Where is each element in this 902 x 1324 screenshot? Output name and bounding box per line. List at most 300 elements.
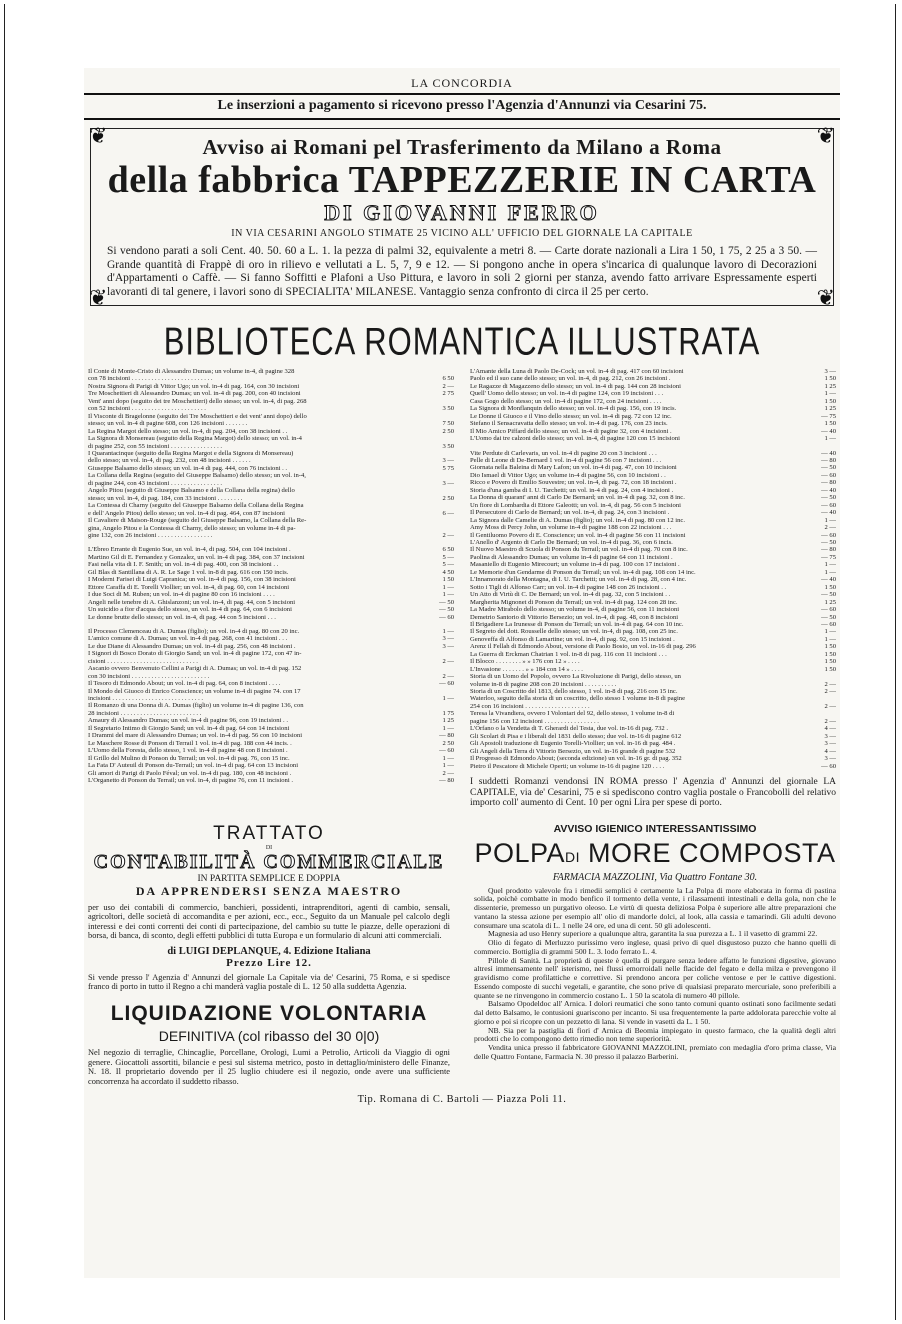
catalogue-entry [88,390,454,397]
trattato-subtitle: IN PARTITA SEMPLICE E DOPPIA [197,873,341,884]
catalogue-entry [88,383,454,390]
catalogue-entry [88,561,454,568]
ad-product: della fabbrica TAPPEZZERIE IN CARTA [107,159,817,201]
catalogue-entry [470,591,836,598]
trattato-title: TRATTATO [213,822,325,844]
catalogue-entry [88,368,454,375]
insertion-notice: Le inserzioni a pagamento si ricevono presso l'Agenzia d'Annunzi via Cesarini 75. [217,98,707,113]
entry-text: Casa Gogo dello stesso; un vol. in-4 di pagine 172, con 24 incisioni . . . . [470,397,662,405]
entry-text: Angeli nelle tenebre di A. Ghislanzoni; un vol. in-4, di pag. 44, con 5 incisioni [88,598,296,606]
entry-text: Gli Angeli della Terra di Vittorio Bersezio, un vol. in-16 grande di pagine 532 [470,747,676,755]
entry-price: 3 — [824,755,836,763]
catalogue-entry [470,569,836,576]
entry-text: Demetrio Santorio di Vittorio Bersezio; un vol. in-4, di pag. 48, con 8 incisioni [470,613,679,621]
entry-price: — 75 [821,553,836,561]
catalogue-entry [88,695,454,702]
trattato-subject: CONTABILITÀ COMMERCIALE [93,850,445,873]
polpa-title-b: MORE COMPOSTA [588,837,836,868]
catalogue-group [88,368,454,539]
catalogue-entry [88,673,454,680]
catalogue-entry [470,546,836,553]
entry-price: 1 — [442,724,454,732]
biblioteca-title: BIBLIOTECA ROMANTICA ILLUSTRATA [163,319,761,364]
lower-advertisements [84,823,840,1087]
entry-price: 2 — [824,717,836,725]
entry-text: Il Conte di Monte-Cristo di Alessandro Dumas; un volume in-4, di pagine 328 [88,368,295,375]
entry-price: — 40 [821,486,836,494]
entry-text: Il Nuovo Maestro di Scuola di Ponson du Terrail; un vol. in-4 di pag. 70 con 8 inc. [470,546,688,554]
entry-text: Giuseppe Balsamo dello stesso; un vol. in-4 di pag. 444, con 76 incisioni . . [88,464,288,472]
entry-price [428,525,454,532]
entry-price: 3 — [824,732,836,740]
entry-text: Waterloo, seguito della storia di un coscritto, dello stesso 1 volume in-8 di pagine [470,695,686,703]
entry-text: Le donne brutte dello stesso; un vol. in-4, di pag. 44 con 5 incisioni . . . [88,613,276,621]
entry-price: 7 50 [442,420,454,428]
entry-price: 4 — [824,725,836,733]
catalogue-entry [470,413,836,420]
entry-text: Il Visconte di Bragelonne (seguito dei Tre Moschettieri e dei vent' anni dopo) dello [88,412,307,420]
entry-text: Pelle di Leone di De-Bernard 1 vol. in-4 di pagine 56 con 7 incisioni . . . [470,456,662,464]
entry-price: 1 50 [442,576,454,584]
catalogue-entry [470,599,836,606]
catalogue-entry [470,368,836,375]
entry-text: Martino Gil di E. Fernandez y Gonzalez, un vol. in-4 di pag. 384, con 37 incisioni [88,553,305,561]
entry-text: La Signora di Monsereau (seguito della Regina Margot) dello stesso; un vol. in-4 [88,435,302,443]
entry-text: Il Segretario Intimo di Giorgio Sand; un vol. in-4 di pag. 64 con 14 incisioni [88,724,290,732]
catalogue-entry [88,680,454,687]
catalogue-entry [470,383,836,390]
catalogue-entry [470,763,836,770]
corner-ornament-icon: ❦ [89,285,108,310]
catalogue-entry [470,502,836,509]
entry-text: 28 incisioni . . . . . . . . . . . . . . . . . . . . . . . . . [88,709,202,717]
catalogue-entry [470,643,836,650]
entry-price: 1 25 [824,405,836,413]
entry-price: 1 50 [824,658,836,666]
catalogue-entry [88,650,454,657]
entry-text: L'Orfano o la Vendetta di T. Gherardi del Testa, due vol. in-16 di pag. 732 . [470,725,669,733]
entry-price [428,398,454,405]
entry-price: — 80 [439,732,454,740]
catalogue-entry [470,725,836,732]
entry-text: L'Anello d' Argento di Carlo De Bernard; un vol. in-4 di pag. 36, con 6 incis. [470,538,673,546]
entry-price: — 60 [821,620,836,628]
entry-text: Storia di un Uomo del Popolo, ovvero La Rivoluzione di Parigi, dello stesso, un [470,673,681,681]
entry-text: La Guerra di Erckman Chatrian 1 vol. in-8 di pag. 116 con 11 incisioni . . . [470,650,667,658]
polpa-paragraph: Olio di fegato di Merluzzo purissimo vero inglese, quasi privo di quel disgustoso puzzo che hanno quelli di commercio. Bottiglia di grammi 500 L. 3. lodo ferrato L. 4. [474,938,836,956]
polpa-notice: AVVISO IGIENICO INTERESSANTISSIMO [553,822,757,835]
catalogue-entry [88,576,454,583]
entry-price: 1 — [442,583,454,591]
catalogue-group [470,368,836,443]
catalogue-entry [470,755,836,762]
catalogue-entry [88,398,454,405]
entry-text: Arenz il Fellah di Edmondo About, versione di Paolo Bosio, un vol. in-16 di pag. 296 [470,643,696,651]
catalogue-entry [470,576,836,583]
catalogue-entry [470,494,836,501]
entry-price: — 50 [821,613,836,621]
entry-price: 2 50 [442,494,454,502]
entry-text: La Regina Margot dello stesso; un vol. in-4, di pag. 204, con 38 incisioni . . [88,427,288,435]
catalogue-entry [88,710,454,717]
entry-price: 1 — [442,754,454,762]
entry-text: Stefano il Sensacravatta dello stesso; un vol. in-4 di pag. 176, con 23 incis. [470,420,668,428]
entry-price: 1 50 [824,420,836,428]
catalogue-entry [470,606,836,613]
catalogue-entry [88,532,454,539]
entry-price: 1 50 [824,665,836,673]
entry-text: gina, Angelo Pitou e la Contessa di Charny, dello stesso; un volume in-4 di pa- [88,524,296,532]
entry-text: Il Tesoro di Edmondo About; un vol. in-4 di pag. 64, con 8 incisioni . . . . [88,680,281,688]
polpa-title-a: POLPA [474,837,565,868]
catalogue-entry [88,569,454,576]
catalogue-entry [470,435,836,442]
entry-price: 1 — [824,635,836,643]
entry-text: Il Brigadiere La Irunesse di Ponson du Terrail; un vol. in-4 di pag. 64 con 10 inc. [470,620,684,628]
polpa-paragraph: Balsamo Opodeldoc all' Arnica. I dolori reumatici che sono tanto comuni quanto ostinati sono facilmente sedati dal detto Balsamo, le contusioni guariscono per incanto. Si usa frequentemente la parte addolorata parecchie volte al giorno e poi si ricopre con un pezzetto di lana. Si vende in vasetti da L. 1 50. [474,999,836,1026]
entry-text: Un fiore di Lombardia di Ettore Galeotti; un vol. in-4, di pag. 56 con 5 incisioni [470,501,681,509]
entry-price: 3 50 [442,442,454,450]
entry-price [428,487,454,494]
entry-price: 2 50 [442,739,454,747]
catalogue-entry [88,777,454,784]
catalogue-entry [470,472,836,479]
entry-text: L'Uomo dai tre calzoni dello stesso; un vol. in-4, di pagine 120 con 15 incisioni [470,435,680,443]
entry-price: 1 — [824,561,836,569]
entry-text: La Madre Mirabolo dello stesso; un volume in-4, di pagine 56, con 11 incisioni [470,606,680,614]
catalogue-entry [88,546,454,553]
entry-text: con 78 incisioni . . . . . . . . . . . . . . . . . . . . . . . . . [88,375,213,383]
entry-text: Ricco e Povero di Emilio Souvestre; un vol. in-4, di pag. 72, con 18 incisioni . [470,479,677,487]
catalogue-entry [88,420,454,427]
entry-text: Genoveffa di Alfonso di Lamartine; un vol. in-4, di pag. 92, con 15 incisioni . [470,635,675,643]
polpa-title-di: DI [565,848,580,865]
entry-text: L'Ebreo Errante di Eugenio Sue, un vol. in-4, di pag. 504, con 104 incisioni . [88,546,291,554]
entry-price: 2 — [824,688,836,696]
entry-text: La Contessa di Charny (seguito del Giuseppe Balsamo della Collana della Regina [88,502,304,510]
catalogue-entry [470,703,836,710]
catalogue-entry [470,517,836,524]
catalogue-entry [470,651,836,658]
entry-price [428,650,454,657]
entry-price: 1 25 [824,382,836,390]
entry-price: 3 — [824,368,836,375]
entry-price: 1 50 [824,643,836,651]
catalogue-entry [470,554,836,561]
entry-text: L'amico comune di A. Dumas; un vol. in-4 di pag. 268, con 41 incisioni . . . [88,635,288,643]
entry-price: 6 — [442,509,454,517]
catalogue-entry [88,510,454,517]
entry-text: Il Cavaliere di Maison-Rouge (seguito del Giuseppe Balsamo, la Collana della Re- [88,517,307,525]
polpa-paragraph: Pillole di Sanità. La proprietà di queste è quella di purgare senza ledere affatto le funzioni digestive, giovano altresì immensamente nell' isterismo, nei flussi emorroidali nelle flacide del fegato e della milza e prevengono il gravidismo come profilattiche e correttive. Si prendono ancora per coliche ventose e per le cattive digestioni. Essendo composte di succhi vegetali, e garantite, che sono prive di qualsiasi preparato mercuriale, sono preferibili a quante se ne rinvengono in commercio costano L. 1 50 la scatola di numero 40 pillole. [474,955,836,1000]
catalogue-entry [470,673,836,680]
corner-ornament-icon: ❦ [816,123,835,148]
entry-price: 1 — [824,390,836,398]
entry-text: Ascanio ovvero Benvenuto Cellini a Parigi di A. Dumas; un vol. in-4 di pag. 152 [88,665,302,673]
catalogue-group [88,628,454,785]
entry-text: Amy Moss di Percy John, un volume in-4 di pagine 188 con 22 incisioni . . . [470,524,672,532]
catalogue-entry [470,740,836,747]
entry-text: Vite Perdute di Carlevaris, un vol. in-4 di pagine 20 con 3 incisioni . . . [470,449,657,457]
entry-text: La Collana della Regina (seguito del Giuseppe Balsamo) dello stesso; un vol. in-4, [88,472,306,480]
entry-price: — 40 [821,449,836,457]
catalogue-entry [88,584,454,591]
catalogue-entry [88,614,454,621]
polpa-body [474,887,836,1062]
entry-text: Paolina di Alessandro Dumas; un volume in-4 di pagine 64 con 11 incisioni . [470,553,673,561]
ad-headline: Avviso ai Romani pel Trasferimento da Milano a Roma [202,135,722,159]
entry-text: 254 con 16 incisioni . . . . . . . . . . . . . . . . . . . . [470,702,590,710]
catalogue-entry [470,420,836,427]
corner-ornament-icon: ❦ [816,285,835,310]
catalogue-entry [88,428,454,435]
catalogue-entry [470,636,836,643]
entry-price [428,502,454,509]
catalogue-right-list [470,368,836,770]
entry-text: I due Soci di M. Ruben; un vol. in-4 di pagine 80 con 16 incisioni . . . . [88,591,275,599]
catalogue-entry [470,479,836,486]
polpa-title [474,838,836,869]
entry-text: Pietro il Pescatore di Michele Operti; un volume in-16 di pagine 120 . . . . [470,762,665,770]
catalogue-entry [470,584,836,591]
entry-text: Il Processo Clemenceau di A. Dumas (figlio); un vol. in-4 di pag. 80 con 20 inc. [88,627,300,635]
entry-text: La Donna di quarant' anni di Carlo De Bernard; un vol. in-4 di pag. 32, con 8 inc. [470,494,685,502]
entry-text: Le Memorie d'un Gendarme di Ponson du Terrail; un vol. in-4 di pag. 108 con 14 inc. [470,568,696,576]
entry-text: Le Donne il Giuoco e il Vino dello stesso; un vol. in-4 di pag. 72 con 12 inc. [470,412,672,420]
entry-price: 1 25 [824,598,836,606]
catalogue-entry [88,665,454,672]
entry-price: 3 — [442,479,454,487]
entry-text: L'Amante della Luna di Paolo De-Cock; un vol. in-4 di pag. 417 con 60 incisioni [470,368,684,375]
entry-text: L'Organetto di Ponson du Terrail; un vol. in-4, di pagine 76, con 11 incisioni . [88,777,293,785]
entry-price [428,702,454,709]
entry-price: 6 50 [442,546,454,554]
catalogue-entry [88,405,454,412]
entry-text: Le Ragazze di Magazzeno dello stesso; un vol. in-4 di pag. 144 con 28 incisioni [470,382,681,390]
trattato-body: per uso dei contabili di commercio, banchieri, possidenti, intraprenditori, agenti di cambio, sensali, agricoltori, delle società di accomandita e per azioni, ecc., ecc., Seguito da un Manuale pel calcolo degli interessi e dei conti correnti dei conti di partecipazione, del cambio su tutte le piazze, delle operazioni di borsa, di banca, di sconto, degli effetti pubblici di tutta Europa e un formulario di alcuni atti commerciali. [88,902,450,941]
entry-text: I Moderni Farisei di Luigi Capranica; un vol. in-4 di pag. 156, con 38 incisioni [88,576,296,584]
entry-price: 1 25 [442,717,454,725]
entry-price: — 60 [821,531,836,539]
catalogue-entry [470,628,836,635]
entry-price: 3 50 [442,405,454,413]
catalogue-entry [470,748,836,755]
catalogue-entry [470,614,836,621]
entry-price: 1 — [442,695,454,703]
entry-price: — 80 [821,546,836,554]
catalogue-entry [88,747,454,754]
entry-price: — 50 [821,464,836,472]
catalogue-entry [470,487,836,494]
entry-text: e dell' Angelo Pitou) dello stesso; un vol. in-4 di pag. 464, con 87 incisioni [88,509,285,517]
catalogue-entry [470,428,836,435]
entry-text: Le due Diane di Alessandro Dumas; un vol. in-4 di pag. 256, con 48 incisioni . [88,642,296,650]
catalogue-entry [88,375,454,382]
catalogue-entry [470,457,836,464]
catalogue-entry [470,681,836,688]
entry-text: Gli Scolari di Pisa e i liberali del 1831 dello stesso; due vol. in-16 di pagine 612 [470,732,682,740]
entry-price: 3 — [442,457,454,465]
entry-text: La Signora di Monflanquin dello stesso; un vol. in-4 di pag. 156, con 19 incis. [470,405,677,413]
entry-price: 1 — [442,762,454,770]
catalogue-group [88,546,454,621]
catalogue-entry [470,666,836,673]
catalogue-entry [470,710,836,717]
entry-text: Fasi nella vita di I. F. Smith; un vol. in-4 di pag. 400, con 38 incisioni . . [88,561,279,569]
entry-price: 3 — [442,642,454,650]
catalogue-entry [470,405,836,412]
entry-text: L'Invasione . . . . . . . » » 184 con 14 » . . . . [470,665,583,673]
entry-price: 1 — [824,568,836,576]
entry-price [428,517,454,524]
ad-address: IN VIA CESARINI ANGOLO STIMATE 25 VICINO ALL' UFFICIO DEL GIORNALE LA CAPITALE [231,228,693,239]
entry-text: stesso; un vol. in-4 di pagine 608, con 126 incisioni . . . . . . . [88,420,248,428]
trattato-di: DI [265,844,273,851]
entry-price: 1 — [442,627,454,635]
entry-price: 2 — [442,657,454,665]
catalogue-left-column [88,368,454,809]
entry-price: 2 50 [442,427,454,435]
entry-price: — 60 [821,606,836,614]
entry-text: Gli Apostoli traduzione di Eugenio Torelli-Viollier; un vol. in-16 di pag. 484 . [470,740,676,748]
catalogue-entry [470,450,836,457]
liquidazione-subtitle: DEFINITIVA (col ribasso del 30 0|0) [158,1028,380,1045]
entry-price [428,665,454,672]
entry-price: — 50 [439,606,454,614]
wallpaper-advertisement [89,123,835,310]
polpa-paragraph: NB. Sia per la pastiglia di fiori d' Arnica di Beomia impiegato in questo farmaco, che la qualità degli altri prodotti che lo compongono detto rimedio non teme superiorità. [474,1025,836,1044]
entry-text: Il Grillo del Mulino di Ponson du Terrail; un vol. in-4 di pag. 76, con 15 inc. [88,754,290,762]
right-advertisements [474,823,836,1087]
catalogue-entry [470,390,836,397]
entry-price [428,435,454,442]
entry-price: 6 50 [442,375,454,383]
entry-text: con 52 incisioni . . . . . . . . . . . . . . . . . . . . . . . [88,405,206,413]
entry-text: pagine 156 con 12 incisioni . . . . . . . . . . . . . . . . . [470,717,599,725]
liquidazione-title: LIQUIDAZIONE VOLONTARIA [110,1002,428,1026]
entry-price: 5 — [442,553,454,561]
entry-price: — 50 [821,591,836,599]
catalogue-right-column [470,368,836,809]
catalogue-entry [88,443,454,450]
entry-price: 1 50 [824,375,836,383]
entry-text: Il Blocco . . . . . . . . » » 176 con 12 » . . . . [470,658,580,666]
polpa-pharmacy: FARMACIA MAZZOLINI, Via Quattro Fontane 30. [552,871,758,883]
catalogue-entry [88,628,454,635]
entry-text: Angelo Pitou (seguito di Giuseppe Balsamo e della Collana della regina) dello [88,487,295,495]
entry-price [810,673,836,680]
entry-text: Il Segreto del dott. Rousselle dello stesso; un vol. in-4, di pag. 108, con 25 inc. [470,628,678,636]
entry-text: Il Mio Amico Piffard dello stesso; un vol. in-4 di pagine 32, con 4 incisioni . [470,427,672,435]
catalogue-entry [470,561,836,568]
entry-price: — 50 [821,538,836,546]
catalogue-entry [88,635,454,642]
entry-price: 2 — [442,769,454,777]
catalogue-entry [470,464,836,471]
entry-text: Gil Blas di Santillana di A. R. Le Sage 1 vol. in-8 di pag. 616 con 150 incis. [88,568,289,576]
entry-price [428,688,454,695]
entry-text: I Quarantacinque (seguito della Regina Margot e della Signora di Monsereau) [88,449,294,457]
entry-price: 2 — [824,524,836,532]
entry-price: 2 — [442,672,454,680]
entry-text: Il Romanzo di una Donna di A. Dumas (figlio) un volume in-4 di pagine 136, con [88,702,304,710]
catalogue-entry [470,688,836,695]
entry-text: Amaury di Alessandro Dumas; un vol. in-4 di pagine 96, con 19 incisioni . . [88,717,288,725]
entry-text: volume in-8 di pagine 208 con 20 incisioni . . . . . . . . . . [470,680,617,688]
catalogue-entry [470,509,836,516]
entry-text: Un Atto di Virtù di C. De Bernard; un vol. in-4 di pag. 32, con 5 incisioni . . [470,591,671,599]
entry-price [810,695,836,702]
entry-text: L'Innamorato della Montagna, di I. U. Tarchetti; un vol. in-4 di pag. 28, con 4 inc. [470,576,687,584]
catalogue-entry [88,688,454,695]
entry-text: Storia di un Coscritto del 1813, dello stesso, 1 vol. in-8 di pag. 216 con 15 inc. [470,688,678,696]
catalogue-entry [88,472,454,479]
entry-text: Giornata nella Baleina di Mary Lafon; un vol. in-4 di pag. 47, con 10 incisioni [470,464,677,472]
entry-price: 2 — [824,702,836,710]
entry-price: 1 75 [442,709,454,717]
entry-text: I Signori di Bosco Dorato di Giorgio Sand; un vol. in-4 di pagine 172, con 47 in- [88,650,302,658]
entry-price: — 50 [439,598,454,606]
catalogue-entry [470,532,836,539]
catalogue-entry [88,591,454,598]
catalogue-entry [470,718,836,725]
catalogue-entry [470,524,836,531]
entry-text: Il Persecutore di Carlo de Bernard; un vol. in-4, di pag. 24, con 3 incisioni . [470,509,670,517]
entry-price: 3 — [824,740,836,748]
entry-text: cisioni . . . . . . . . . . . . . . . . . . . . . . . . . . . . [88,657,198,665]
polpa-paragraph: Magnesia ad uso Henry superiore a qualunque altra, garantita la sua purezza a L. 1 il vasetto di grammi 22. [488,929,818,939]
catalogue-entry [88,525,454,532]
entry-price: 1 50 [824,397,836,405]
entry-text: dello stesso; un vol. in-4, di pag. 232, con 48 incisioni . . . . . . [88,457,251,465]
entry-price: — 40 [821,427,836,435]
entry-text: Un suicidio a fior d'acqua dello stesso, un vol. in-4 di pag. 64, con 6 incisioni [88,606,292,614]
entry-price: 4 50 [442,568,454,576]
catalogue-entry [88,599,454,606]
entry-text: Paolo ed il suo cane dello stesso; un vol. in-4, di pag. 212, con 26 incisioni . [470,375,671,383]
catalogue-entry [88,554,454,561]
catalogue-entry [88,770,454,777]
catalogue-entry [88,762,454,769]
printer-imprint: Tip. Romana di C. Bartoli — Piazza Poli 11. [357,1094,567,1106]
entry-text: Le Maschere Rosse di Ponson di Terrail 1 vol. in-4 di pag. 188 con 44 incis. . [88,739,292,747]
entry-price: — 60 [439,747,454,755]
catalogue-entry [88,702,454,709]
left-advertisements [88,823,450,1087]
entry-text: di pagine 252, con 55 incisioni . . . . . . . . . . . . . . . . [88,442,223,450]
entry-text: gine 132, con 26 incisioni . . . . . . . . . . . . . . . . . [88,531,213,539]
entry-text: Storia d'una gamba di I. U. Tarchetti; un vol. in-4 di pag. 24, con 4 incisioni . [470,486,674,494]
entry-price: 1 — [824,435,836,443]
catalogue-entry [88,457,454,464]
entry-text: La Signora dalle Camelie di A. Dumas (figlio); un vol. in-4 di pag. 80 con 12 inc. [470,516,685,524]
entry-price [428,413,454,420]
entry-text: La Fata D' Auteuil di Ponson du-Terrail; un vol. in-4 di pag. 64 con 13 incisioni [88,762,299,770]
catalogue-entry [88,755,454,762]
entry-price: 2 — [442,382,454,390]
entry-price: 2 — [824,680,836,688]
entry-text: Sotto i Tigli di Alfonso Carr; un vol. in-4 di pagine 148 con 26 incisioni . . [470,583,667,591]
ad-maker: DI GIOVANNI FERRO [324,200,600,225]
entry-text: di pagine 244, con 43 incisioni . . . . . . . . . . . . . . . . [88,479,223,487]
entry-price: 1 50 [824,650,836,658]
trattato-author: di LUIGI DEPLANQUE, 4. Edizione Italiana [167,945,371,957]
catalogue [84,368,840,809]
entry-text: Masaniello di Eugenio Mirecourt; un volume in-4 di pag. 100 con 17 incisioni . [470,561,680,569]
entry-text: stesso; un vol. in-4, di pag. 184, con 33 incisioni . . . . . . . . [88,494,243,502]
entry-text: Margherita Mignonet di Ponson du Terrail; un vol. in-4 di pag. 124 con 28 inc. [470,598,678,606]
catalogue-entry [88,502,454,509]
